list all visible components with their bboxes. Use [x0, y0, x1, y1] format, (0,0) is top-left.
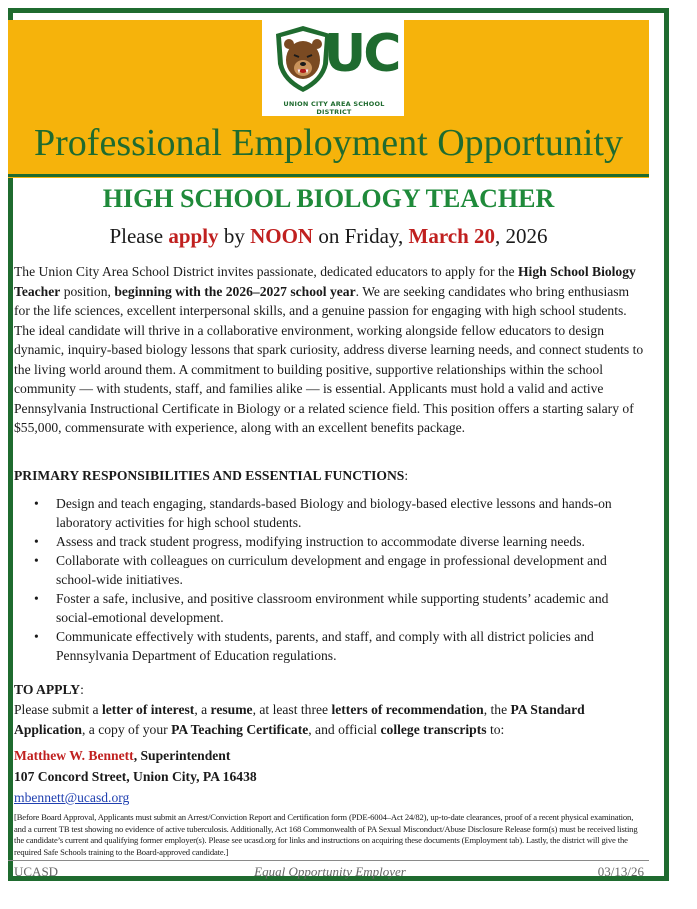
list-item-text: Collaborate with colleagues on curriculum development and engage in professional development and school-wide initiatives.: [56, 553, 607, 587]
responsibilities-list: [14, 494, 644, 665]
apply-text: [14, 700, 644, 740]
heading-colon: :: [404, 468, 409, 483]
list-item-text: Foster a safe, inclusive, and positive classroom environment while supporting students’ academic and social-emotional development.: [56, 591, 609, 625]
apply-heading-text: TO APPLY: [14, 682, 81, 697]
bullet-icon: •: [34, 629, 39, 644]
logo-subtitle: UNION CITY AREA SCHOOL DISTRICT: [283, 100, 385, 116]
bullet-icon: •: [34, 496, 39, 511]
intro-text: The Union City Area School District invites passionate, dedicated educators to apply for the: [14, 264, 518, 279]
fine-print: [Before Board Approval, Applicants must submit an Arrest/Conviction Report and Certification form (PDE-6004–Act 24/82), up-to-date clearances, proof of a recent physical examination, and a current TB test showing no evidence of active tuberculosis. Additionally, Act 168 Commonwealth of PA Sexual Misconduct/Abuse Disclosure Release form(s) must be received listing the candidate’s current and qualifying former employer(s). Please see ucasd.org for links and instructions on acquiring these documents (Employment tab). Lastly, the district will give the required Safe Schools training to the Board-approved candidate.]: [14, 812, 638, 857]
logo-letters: UC: [324, 24, 399, 84]
contact-role: , Superintendent: [133, 748, 231, 763]
deadline-date: March 20: [408, 224, 496, 248]
deadline-apply: apply: [168, 224, 219, 248]
apply-segment: , at least three: [252, 702, 332, 717]
apply-heading: [14, 680, 644, 700]
apply-item: letter of interest: [101, 702, 195, 717]
responsibilities-heading-text: PRIMARY RESPONSIBILITIES AND ESSENTIAL FUNCTIONS: [14, 468, 405, 483]
intro-start-date: beginning with the 2026–2027 school year: [114, 283, 356, 299]
bullet-icon: •: [34, 553, 39, 568]
list-item: [14, 551, 644, 589]
application-deadline: [8, 224, 649, 249]
apply-segment: , the: [483, 702, 511, 717]
intro-paragraph: [14, 262, 644, 438]
header-banner: [8, 20, 649, 178]
page-title: Professional Employment Opportunity: [34, 122, 623, 164]
contact-email-link[interactable]: mbennett@ucasd.org: [14, 790, 130, 805]
footer-district: UCASD: [14, 864, 59, 879]
apply-item: resume: [210, 702, 253, 717]
footer: [14, 864, 646, 880]
contact-name: Matthew W. Bennett: [14, 748, 134, 763]
intro-text: . We are seeking candidates who bring enthusiasm for the life sciences, excellent interpersonal skills, and a genuine passion for engaging with high school students. The ideal candidate will thrive in a collaborative environment, working alongside fellow educators to design dynamic, inquiry-based biology lessons that spark curiosity, address diverse learning needs, and connect students to the living world around them. A commitment to building positive, supportive relationships within the school community — with students, staff, and families alike — is essential. Applicants must hold a valid and active Pennsylvania Instructional Certificate in Biology or a related science field. This position offers a starting salary of $55,000, commensurate with experience, along with an excellent benefits package.: [14, 283, 644, 435]
list-item: [14, 532, 644, 551]
apply-item: letters of recommendation: [331, 702, 484, 717]
deadline-time: NOON: [250, 224, 314, 248]
apply-segment: , and official: [308, 722, 381, 737]
apply-instructions: [14, 680, 644, 740]
apply-item: college transcripts: [380, 722, 487, 737]
apply-item: PA Standard Application: [14, 702, 585, 737]
district-logo: [262, 20, 404, 116]
deadline-year: , 2026: [495, 224, 548, 248]
footer-eoe: Equal Opportunity Employer: [254, 864, 406, 879]
intro-position: High School Biology Teacher: [14, 264, 636, 299]
bullet-icon: •: [34, 591, 39, 606]
list-item: [14, 627, 644, 665]
footer-divider: [8, 860, 649, 861]
job-title: HIGH SCHOOL BIOLOGY TEACHER: [102, 184, 555, 213]
list-item-text: Assess and track student progress, modifying instruction to accommodate diverse learning needs.: [56, 534, 585, 549]
banner-divider: [8, 174, 649, 177]
apply-segment: to:: [486, 722, 505, 737]
heading-colon: :: [80, 682, 84, 697]
contact-block: [14, 745, 644, 808]
list-item: [14, 589, 644, 627]
contact-email-line: [14, 787, 644, 808]
contact-address: [14, 766, 644, 787]
list-item: [14, 494, 644, 532]
deadline-text: Please: [109, 224, 169, 248]
contact-address-text: 107 Concord Street, Union City, PA 16438: [14, 769, 257, 784]
responsibilities-heading: [14, 466, 644, 485]
apply-item: PA Teaching Certificate: [171, 722, 309, 737]
deadline-text: by: [218, 224, 251, 248]
bullet-icon: •: [34, 534, 39, 549]
footer-date: 03/13/26: [597, 864, 644, 879]
intro-text: position,: [60, 283, 115, 299]
list-item-text: Communicate effectively with students, parents, and staff, and comply with all district policies and Pennsylvania Department of Education regulations.: [56, 629, 594, 663]
apply-segment: , a: [194, 702, 211, 717]
deadline-text: on Friday,: [313, 224, 409, 248]
apply-segment: , a copy of your: [81, 722, 172, 737]
list-item-text: Design and teach engaging, standards-based Biology and biology-based elective lessons and hands-on laboratory activities for high school students.: [56, 496, 612, 530]
contact-name-line: [14, 745, 644, 766]
apply-segment: Please submit a: [14, 702, 102, 717]
